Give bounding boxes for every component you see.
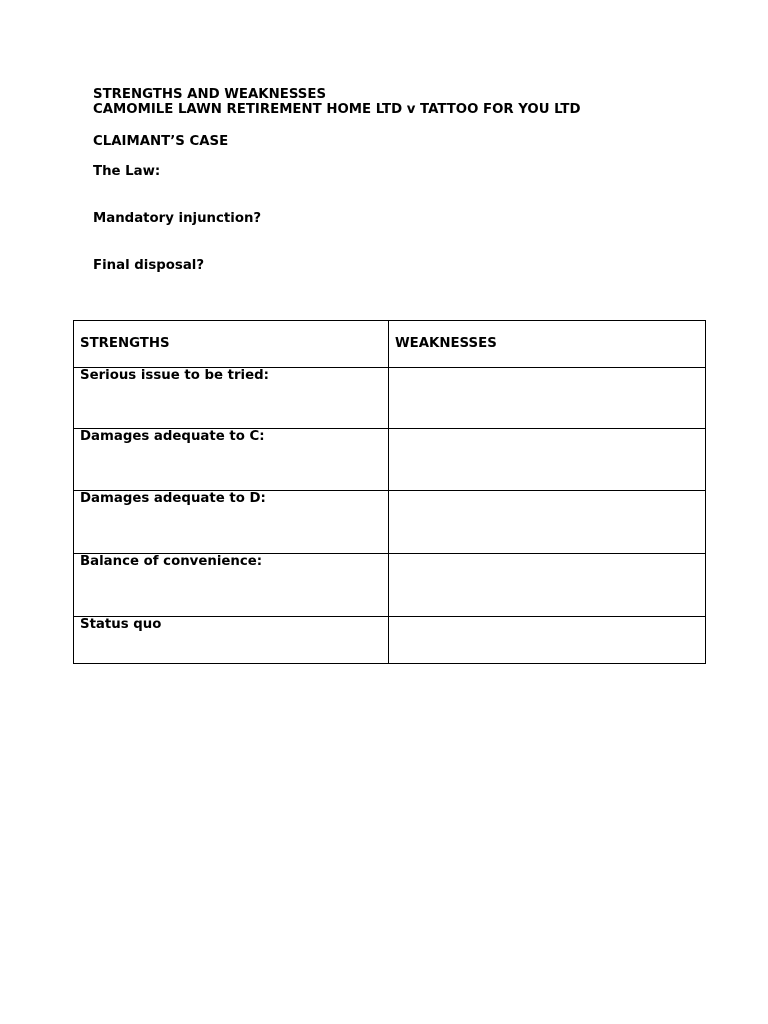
weakness-cell-status-quo (389, 617, 706, 664)
strength-cell-status-quo: Status quo (74, 617, 389, 664)
weaknesses-header: WEAKNESSES (389, 321, 706, 368)
weakness-cell-balance-of-convenience (389, 554, 706, 617)
final-disposal-label: Final disposal? (93, 258, 205, 273)
table-row (74, 617, 706, 664)
table-row (74, 368, 706, 429)
weakness-cell-serious-issue (389, 368, 706, 429)
claimant-case-heading: CLAIMANT’S CASE (93, 134, 229, 149)
case-title: CAMOMILE LAWN RETIREMENT HOME LTD v TATTOO FOR YOU LTD (93, 102, 581, 117)
strength-cell-balance-of-convenience: Balance of convenience: (74, 554, 389, 617)
weakness-cell-damages-d (389, 491, 706, 554)
strength-cell-damages-d: Damages adequate to D: (74, 491, 389, 554)
the-law-label: The Law: (93, 164, 161, 179)
mandatory-injunction-label: Mandatory injunction? (93, 211, 262, 226)
document-title: STRENGTHS AND WEAKNESSES (93, 87, 327, 102)
table-row (74, 429, 706, 491)
weakness-cell-damages-c (389, 429, 706, 491)
table-row (74, 491, 706, 554)
table-row (74, 554, 706, 617)
strength-cell-serious-issue: Serious issue to be tried: (74, 368, 389, 429)
strength-cell-damages-c: Damages adequate to C: (74, 429, 389, 491)
table-header-row (74, 321, 706, 368)
strengths-weaknesses-table (73, 320, 706, 664)
strengths-header: STRENGTHS (74, 321, 389, 368)
